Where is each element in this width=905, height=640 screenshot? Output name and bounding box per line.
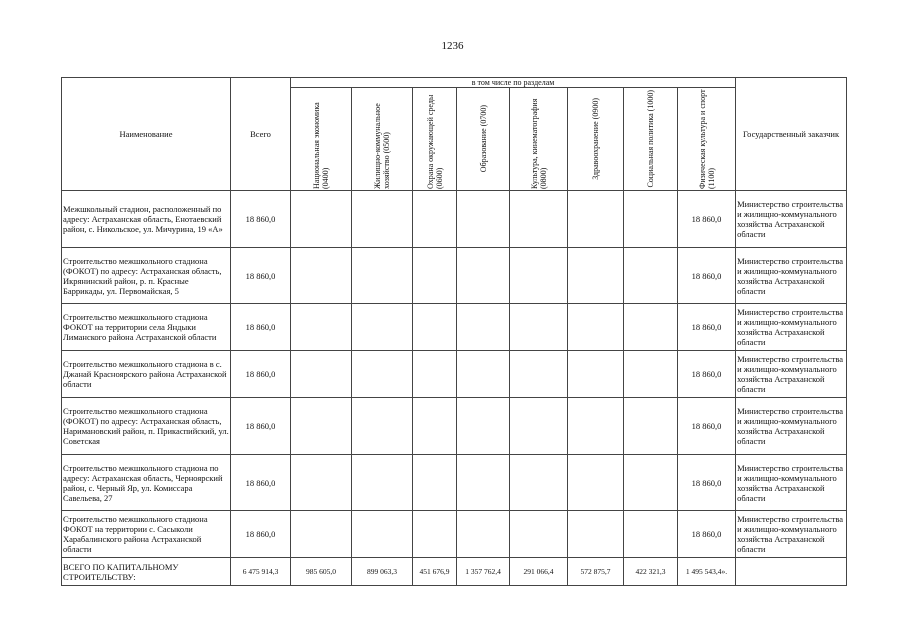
section-value <box>510 351 568 398</box>
table-row <box>62 248 847 304</box>
section-value <box>624 511 678 558</box>
section-value: 18 860,0 <box>678 248 736 304</box>
total-value: 18 860,0 <box>231 248 291 304</box>
customer-name: Министерство строительства и жилищно-коммунального хозяйства Астраханской области <box>736 455 847 511</box>
section-value <box>457 511 510 558</box>
section-value <box>510 191 568 248</box>
totals-section-value: 985 605,0 <box>291 558 352 586</box>
totals-section-value: 451 676,9 <box>413 558 457 586</box>
object-name: Строительство межшкольного стадиона по адресу: Астраханская область, Черноярский район, с. Черный Яр, ул. Комиссара Савельева, 27 <box>62 455 231 511</box>
section-value <box>291 511 352 558</box>
section-header-label: Физическая культура и спорт (1100) <box>697 89 716 189</box>
section-value <box>457 455 510 511</box>
total-value: 18 860,0 <box>231 511 291 558</box>
section-header-label: Культура, кинематография (0800) <box>529 98 548 189</box>
totals-section-value: 291 066,4 <box>510 558 568 586</box>
table-row <box>62 398 847 455</box>
section-value <box>291 304 352 351</box>
section-value <box>413 455 457 511</box>
section-value <box>291 191 352 248</box>
totals-section-value: 899 063,3 <box>352 558 413 586</box>
section-value <box>457 304 510 351</box>
section-value: 18 860,0 <box>678 351 736 398</box>
section-header-4 <box>510 88 568 191</box>
section-header-0 <box>291 88 352 191</box>
section-value <box>352 398 413 455</box>
section-value <box>413 511 457 558</box>
section-value <box>291 351 352 398</box>
customer-name: Министерство строительства и жилищно-коммунального хозяйства Астраханской области <box>736 351 847 398</box>
section-header-label: Охрана окружающей среды (0600) <box>425 94 444 189</box>
section-value <box>510 398 568 455</box>
section-value <box>413 398 457 455</box>
section-value <box>624 398 678 455</box>
object-name: Межшкольный стадион, расположенный по адресу: Астраханская область, Енотаевский район, с. Никольское, ул. Мичурина, 19 «А» <box>62 191 231 248</box>
section-value <box>568 191 624 248</box>
section-value: 18 860,0 <box>678 511 736 558</box>
header-total: Всего <box>231 78 291 191</box>
section-value <box>568 304 624 351</box>
totals-row <box>62 558 847 586</box>
section-header-6 <box>624 88 678 191</box>
page-number: 1236 <box>441 40 464 52</box>
table-row <box>62 191 847 248</box>
header-by-sections: в том числе по разделам <box>291 78 736 88</box>
section-value <box>568 455 624 511</box>
section-value: 18 860,0 <box>678 304 736 351</box>
section-value <box>352 191 413 248</box>
total-value: 18 860,0 <box>231 191 291 248</box>
section-value <box>291 398 352 455</box>
section-value <box>457 248 510 304</box>
customer-name: Министерство строительства и жилищно-коммунального хозяйства Астраханской области <box>736 398 847 455</box>
section-value <box>624 351 678 398</box>
section-value <box>624 248 678 304</box>
section-value <box>510 511 568 558</box>
section-value <box>413 351 457 398</box>
section-header-label: Социальная политика (1000) <box>646 90 655 188</box>
section-value <box>352 351 413 398</box>
table-header <box>62 78 847 191</box>
section-header-3 <box>457 88 510 191</box>
capital-construction-table <box>61 77 847 586</box>
section-value <box>568 248 624 304</box>
section-value <box>352 511 413 558</box>
totals-customer <box>736 558 847 586</box>
total-value: 18 860,0 <box>231 304 291 351</box>
section-value <box>568 398 624 455</box>
section-header-2 <box>413 88 457 191</box>
section-value <box>624 304 678 351</box>
section-header-label: Образование (0700) <box>478 105 488 173</box>
section-header-1 <box>352 88 413 191</box>
section-value <box>352 455 413 511</box>
object-name: Строительство межшкольного стадиона ФОКОТ на территории с. Сасыколи Харабалинского района Астраханской области <box>62 511 231 558</box>
section-header-7 <box>678 88 736 191</box>
totals-section-value: 1 495 543,4». <box>678 558 736 586</box>
object-name: Строительство межшкольного стадиона в с. Джанай Красноярского района Астраханской области <box>62 351 231 398</box>
section-value <box>352 248 413 304</box>
section-value <box>413 191 457 248</box>
section-value <box>291 248 352 304</box>
section-header-5 <box>568 88 624 191</box>
section-value <box>624 455 678 511</box>
section-value <box>568 351 624 398</box>
section-value <box>457 191 510 248</box>
total-value: 18 860,0 <box>231 398 291 455</box>
section-value <box>457 398 510 455</box>
customer-name: Министерство строительства и жилищно-коммунального хозяйства Астраханской области <box>736 304 847 351</box>
totals-section-value: 1 357 762,4 <box>457 558 510 586</box>
section-value <box>291 455 352 511</box>
header-name: Наименование <box>62 78 231 191</box>
totals-total: 6 475 914,3 <box>231 558 291 586</box>
section-value: 18 860,0 <box>678 398 736 455</box>
section-value <box>568 511 624 558</box>
totals-section-value: 572 875,7 <box>568 558 624 586</box>
section-value <box>413 304 457 351</box>
header-customer: Государственный заказчик <box>736 78 847 191</box>
section-value: 18 860,0 <box>678 191 736 248</box>
section-value <box>624 191 678 248</box>
section-header-label: Национальная экономика (0400) <box>312 102 330 189</box>
section-value <box>510 248 568 304</box>
totals-label: ВСЕГО ПО КАПИТАЛЬНОМУ СТРОИТЕЛЬСТВУ: <box>62 558 231 586</box>
customer-name: Министерство строительства и жилищно-коммунального хозяйства Астраханской области <box>736 511 847 558</box>
section-value <box>510 304 568 351</box>
section-value: 18 860,0 <box>678 455 736 511</box>
section-value <box>510 455 568 511</box>
object-name: Строительство межшкольного стадиона (ФОКОТ) по адресу: Астраханская область, Наримановский район, п. Прикаспийский, ул. Советская <box>62 398 231 455</box>
totals-section-value: 422 321,3 <box>624 558 678 586</box>
total-value: 18 860,0 <box>231 455 291 511</box>
customer-name: Министерство строительства и жилищно-коммунального хозяйства Астраханской области <box>736 248 847 304</box>
table-row <box>62 304 847 351</box>
section-value <box>457 351 510 398</box>
table-row <box>62 511 847 558</box>
table-row <box>62 351 847 398</box>
total-value: 18 860,0 <box>231 351 291 398</box>
section-value <box>413 248 457 304</box>
section-value <box>352 304 413 351</box>
table-body <box>62 191 847 558</box>
object-name: Строительство межшкольного стадиона ФОКОТ на территории села Яндыки Лиманского района Астраханской области <box>62 304 231 351</box>
section-header-label: Жилищно-коммунальное хозяйство (0500) <box>373 103 391 189</box>
section-header-label: Здравоохранение (0900) <box>591 98 600 180</box>
object-name: Строительство межшкольного стадиона (ФОКОТ) по адресу: Астраханская область, Икрянинский район, р. п. Красные Баррикады, ул. Первомайская, 5 <box>62 248 231 304</box>
customer-name: Министерство строительства и жилищно-коммунального хозяйства Астраханской области <box>736 191 847 248</box>
table-row <box>62 455 847 511</box>
